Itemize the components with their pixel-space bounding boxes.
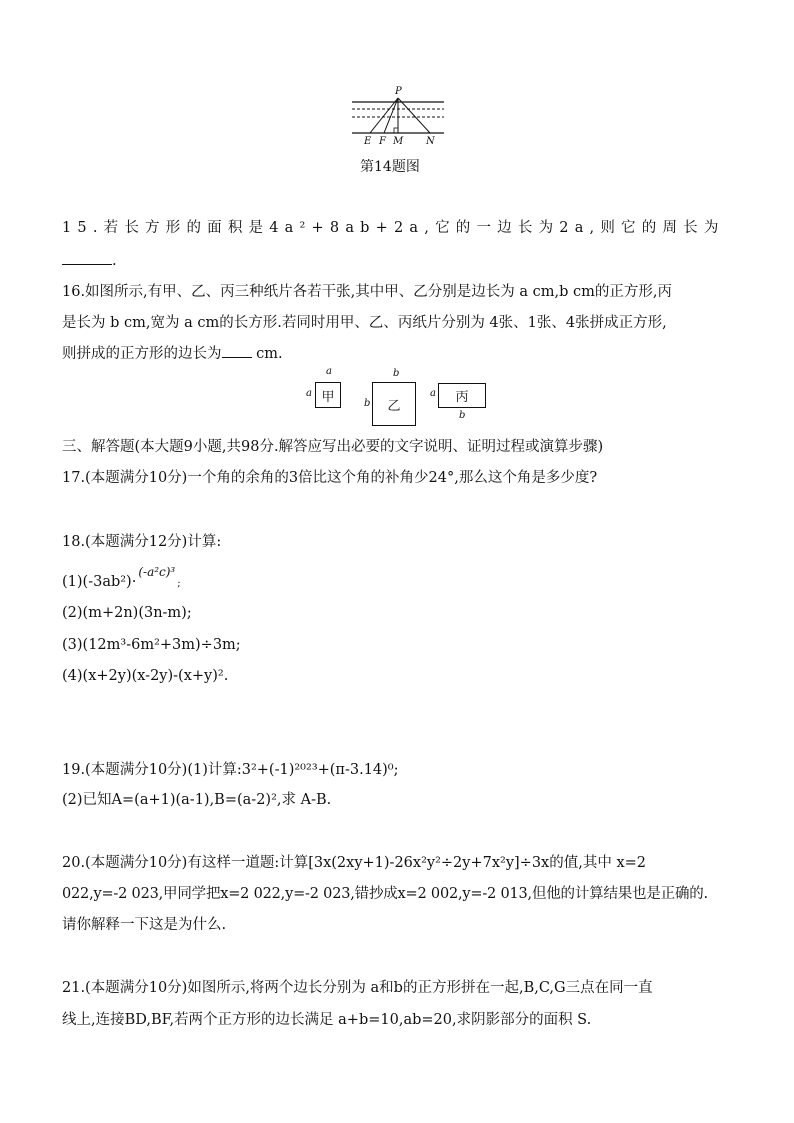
q20-line3: 请你解释一下这是为什么. — [62, 917, 227, 933]
q15-line2-end: . — [112, 253, 117, 269]
q16-answer-blank — [222, 343, 252, 358]
q19-line1: 19.(本题满分10分)(1)计算:3²+(-1)²⁰²³+(π-3.14)⁰; — [62, 762, 399, 778]
jia-top-label: a — [326, 366, 332, 377]
q15-answer-blank — [62, 250, 112, 265]
q16-line1: 16.如图所示,有甲、乙、丙三种纸片各若干张,其中甲、乙分别是边长为 a cm,b cm的正方形,丙 — [62, 284, 672, 300]
q18-part2: (2)(m+2n)(3n-m); — [62, 605, 192, 621]
section-3-heading: 三、解答题(本大题9小题,共98分.解答应写出必要的文字说明、证明过程或演算步骤) — [62, 439, 604, 455]
jia-label: 甲 — [321, 389, 335, 405]
label-F: F — [379, 136, 386, 147]
q18-title: 18.(本题满分12分)计算: — [62, 534, 222, 550]
q20-line1: 20.(本题满分10分)有这样一道题:计算[3x(2xy+1)-26x²y²÷2y+7x²y]÷3x的值,其中 x=2 — [62, 855, 646, 871]
q16-line3 — [62, 343, 283, 364]
q17-line: 17.(本题满分10分)一个角的余角的3倍比这个角的补角少24°,那么这个角是多少度? — [62, 470, 598, 486]
yi-top-label: b — [393, 368, 400, 379]
q20-line2: 022,y=-2 023,甲同学把x=2 022,y=-2 023,错抄成x=2 002,y=-2 013,但他的计算结果也是正确的. — [62, 886, 708, 902]
q18-part1 — [62, 565, 181, 594]
yi-label: 乙 — [387, 398, 401, 414]
q16-line2: 是长为 b cm,宽为 a cm的长方形.若同时用甲、乙、丙纸片分别为 4张、1张、4张拼成正方形, — [62, 315, 667, 331]
q16-unit: cm. — [251, 346, 283, 362]
figure-16 — [300, 366, 500, 428]
jia-side-label: a — [306, 388, 312, 399]
bing-rectangle — [438, 383, 486, 408]
label-M: M — [393, 136, 404, 147]
q18-part4: (4)(x+2y)(x-2y)-(x+y)². — [62, 668, 229, 684]
q18-part1-formula: (-a²c)³ — [138, 565, 176, 579]
figure-14 — [348, 86, 448, 152]
bing-bottom-label: b — [459, 410, 466, 421]
figure-14-caption: 第14题图 — [360, 159, 420, 175]
q15-line2 — [62, 250, 117, 271]
q16-line3-text: 则拼成的正方形的边长为 — [62, 346, 222, 362]
q18-part1-end: ; — [177, 578, 181, 589]
q15-line1: 15.若长方形的面积是4a²+8ab+2a,它的一边长为2a,则它的周长为 — [62, 220, 725, 236]
q21-line1: 21.(本题满分10分)如图所示,将两个边长分别为 a和b的正方形拼在一起,B,C,G三点在同一直 — [62, 980, 653, 996]
q18-part3: (3)(12m³-6m²+3m)÷3m; — [62, 637, 241, 653]
bing-label: 丙 — [455, 390, 469, 405]
label-P: P — [395, 86, 402, 97]
yi-side-label: b — [364, 398, 371, 409]
q19-line2: (2)已知A=(a+1)(a-1),B=(a-2)²,求 A-B. — [62, 792, 332, 808]
q21-line2: 线上,连接BD,BF,若两个正方形的边长满足 a+b=10,ab=20,求阴影部分的面积 S. — [62, 1012, 592, 1028]
jia-square — [315, 382, 341, 408]
q18-part1-text: (1)(-3ab²)· — [62, 574, 137, 590]
bing-side-label: a — [430, 388, 436, 399]
label-E: E — [364, 136, 372, 147]
yi-square — [372, 382, 416, 426]
label-N: N — [426, 136, 435, 147]
